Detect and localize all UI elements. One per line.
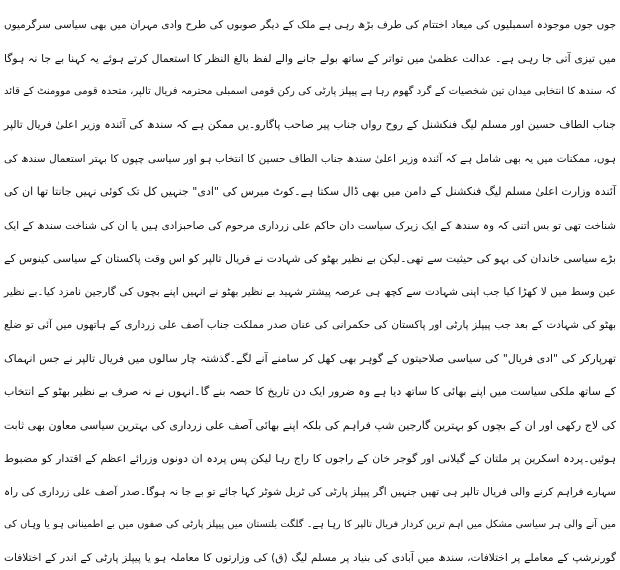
article-column <box>3 4 616 565</box>
article-line: تھرپارکر کی "ادی فریال" کی سیاسی صلاحیتوں کے گوہر بھی کھل کر سامنے آنے لگے۔گذشتہ چار سالوں میں فریال تالپر نے جس انہماک <box>4 351 616 365</box>
article-line: جوں جوں موجودہ اسمبلیوں کی میعاد اختتام کی طرف بڑھ رہی ہے ملک کے دیگر صوبوں کی طرح وادی مہران میں بھی سیاسی سرگرمیوں <box>4 19 616 32</box>
article-line: بھٹو کی شہادت کے بعد جب پیپلز پارٹی اور پاکستان کی حکمرانی کی عنان صدر مملکت جناب آصف علی زرداری کے ہاتھوں میں آئی تو ضلع <box>4 319 616 332</box>
article-line: بڑے سیاسی خاندان کی بہو کی حیثیت سے تھی۔لیکن بے نظیر بھٹو کی شہادت نے فریال تالپر کو اس وقت پاکستان کے سیاسی کینوس کے <box>4 251 616 265</box>
article-line: شناخت تھی تو بس اتنی کہ وہ سندھ کے ایک زیرک سیاست دان حاکم علی زرداری مرحوم کی صاحبزادی ہیں یا ان کی شناخت سندھ کے ایک <box>4 219 616 232</box>
article-line: آئندہ وزارت اعلیٰ مسلم لیگ فنکشنل کے دامن میں بھی ڈال سکتا ہے۔کوٹ میرس کی "ادی" جنہیں کل تک کوئی نہیں جانتا تھا ان کی <box>4 185 616 199</box>
article-line: میں تیزی آتی جا رہی ہے۔ عدالت عظمیٰ میں تواتر کے ساتھ بولے جانے والے لفظ بالغ النظر کا استعمال کرتے ہوئے یہ کہنا بے جا نہ ہوگا <box>4 51 616 65</box>
article-line: جناب الطاف حسین اور مسلم لیگ فنکشنل کے روح رواں جناب پیر صاحب پاگارو۔یں ممکن ہے کہ سندھ کی آئندہ وزیر اعلیٰ فریال تالپر <box>4 118 616 132</box>
article-line: کی لاج رکھی اور ان کے بچوں کو بہترین گارجین شپ فراہم کی بلکہ اپنے بھائی آصف علی زرداری کی بہترین سیاسی معاون بھی ثابت <box>3 418 616 432</box>
article-line: گورنرشپ کے معاملے پر اختلافات، سندھ میں آبادی کی بنیاد پر مسلم لیگ (ق) کی وزارتوں کا معاملہ ہو یا پیپلز پارٹی کے اندر کے اختلافات <box>4 552 616 565</box>
article-line: میں آنے والی ہر سیاسی مشکل میں اہم ترین کردار فریال تالپر کا رہا ہے۔ گلگت بلتستان میں پیپلز پارٹی کی صفوں میں بے اطمینانی ہو یا وہاں کی <box>4 519 616 531</box>
article-line: ہوئیں۔پردہ اسکرین پر ملتان کے گیلانی اور گوجر خان کے راجوں کا راج رہا لیکن پس پردہ ان دونوں وزرائے اعظم کے اقتدار کو مضبوط <box>4 452 616 466</box>
article-line: کے ساتھ ملکی سیاست میں اپنے بھائی کا ساتھ دیا ہے وہ ضرور ایک دن تاریخ کا حصہ بنے گا۔انہوں نے نہ صرف بے نظیر بھٹو کے انتخاب <box>4 385 616 399</box>
article-line: کہ سندھ کا انتخابی میدان تین شخصیات کے گرد گھوم رہا ہے پیپلز پارٹی کی رکن قومی اسمبلی محترمہ فریال تالپر، متحدہ قومی موومنٹ کے قائد <box>4 85 616 97</box>
article-line: سہارے فراہم کرنے والی فریال تالپر ہی تھیں جنہیں اگر پیپلز پارٹی کی ٹربل شوٹر کہا جائے تو بے جا نہ ہوگا۔صدر آصف علی زرداری کی راہ <box>4 486 616 499</box>
article-line: عین وسط میں لا کھڑا کیا جب اپنی شہادت سے کچھ ہی عرصہ پیشتر شہید بے نظیر بھٹو نے انہیں اپنے بچوں کی گارجین نامزد کیا۔بے نظیر <box>4 286 616 299</box>
article-line: ہوں، ممکنات میں یہ بھی شامل ہے کہ آئندہ وزیر اعلیٰ سندھ جناب الطاف حسین کا انتخاب ہو اور سیاسی چپوں کا بہتر استعمال سندھ کی <box>4 152 616 165</box>
